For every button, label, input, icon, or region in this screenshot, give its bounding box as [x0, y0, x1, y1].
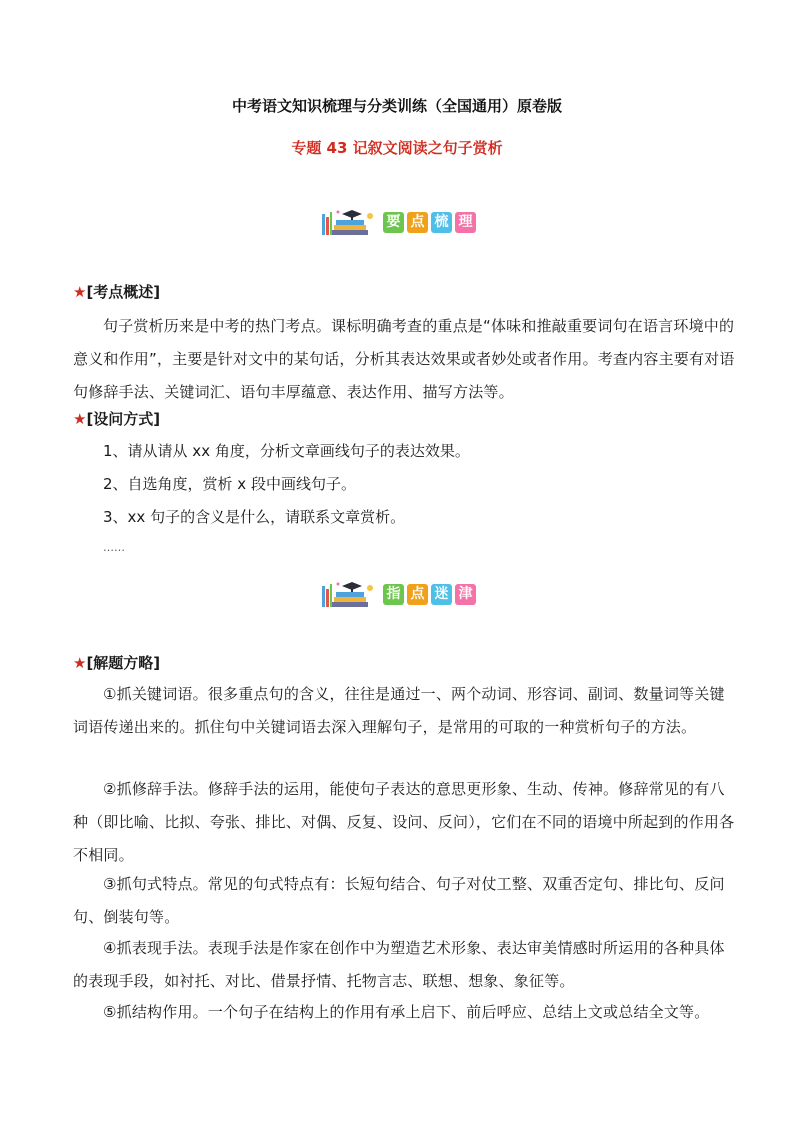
question-type-item: 1、请从请从 xx 角度，分析文章画线句子的表达效果。: [103, 442, 470, 460]
banner-char: 津: [455, 584, 476, 605]
question-type-item: 3、xx 句子的含义是什么，请联系文章赏析。: [103, 508, 406, 526]
document-subtitle: 专题 43 记叙文阅读之句子赏析: [291, 139, 503, 157]
banner-char: 要: [383, 212, 404, 233]
banner-char: 点: [407, 584, 428, 605]
banner-char: 理: [455, 212, 476, 233]
banner-char: 指: [383, 584, 404, 605]
section-heading-question-types: [73, 408, 160, 429]
strategy-paragraph: ⑤抓结构作用。一个句子在结构上的作用有承上启下、前后呼应、总结上文或总结全文等。: [103, 1003, 710, 1021]
strategy-paragraph: ①抓关键词语。很多重点句的含义，往往是通过一、两个动词、形容词、副词、数量词等关键词语传递出来的。抓住句中关键词语去深入理解句子，是常用的可取的一种赏析句子的方法。: [73, 685, 725, 736]
overview-paragraph: 句子赏析历来是中考的热门考点。课标明确考查的重点是“体味和推敲重要词句在语言环境中的意义和作用”，主要是针对文中的某句话，分析其表达效果或者妙处或者作用。考查内容主要有对语句修辞手法、关键词汇、语句丰厚蕴意、表达作用、描写方法等。: [73, 317, 735, 401]
star-icon: ★: [73, 283, 87, 301]
banner-char: 点: [407, 212, 428, 233]
section-heading-overview: [73, 281, 160, 302]
strategy-paragraph: ③抓句式特点。常见的句式特点有：长短句结合、句子对仗工整、双重否定句、排比句、反问句、倒装句等。: [73, 875, 725, 926]
strategy-paragraph: ②抓修辞手法。修辞手法的运用，能使句子表达的意思更形象、生动、传神。修辞常见的有八种（即比喻、比拟、夸张、排比、对偶、反复、设问、反问），它们在不同的语境中所起到的作用各不相同。: [73, 780, 735, 864]
books-graduation-icon: [318, 578, 378, 610]
banner-char: 梳: [431, 212, 452, 233]
ellipsis: ……: [103, 541, 125, 554]
section-heading-text: [解题方略]: [86, 654, 161, 672]
question-type-item: 2、自选角度，赏析 x 段中画线句子。: [103, 475, 356, 493]
document-title: 中考语文知识梳理与分类训练（全国通用）原卷版: [231, 97, 562, 115]
books-graduation-icon: [318, 206, 378, 238]
banner-key-points: [0, 205, 794, 239]
star-icon: ★: [73, 410, 87, 428]
banner-tips: [0, 577, 794, 611]
section-heading-strategy: [73, 652, 160, 673]
strategy-paragraph: ④抓表现手法。表现手法是作家在创作中为塑造艺术形象、表达审美情感时所运用的各种具体的表现手段，如衬托、对比、借景抒情、托物言志、联想、想象、象征等。: [73, 939, 725, 990]
section-heading-text: [设问方式]: [86, 410, 161, 428]
banner-char: 迷: [431, 584, 452, 605]
star-icon: ★: [73, 654, 87, 672]
section-heading-text: [考点概述]: [86, 283, 161, 301]
